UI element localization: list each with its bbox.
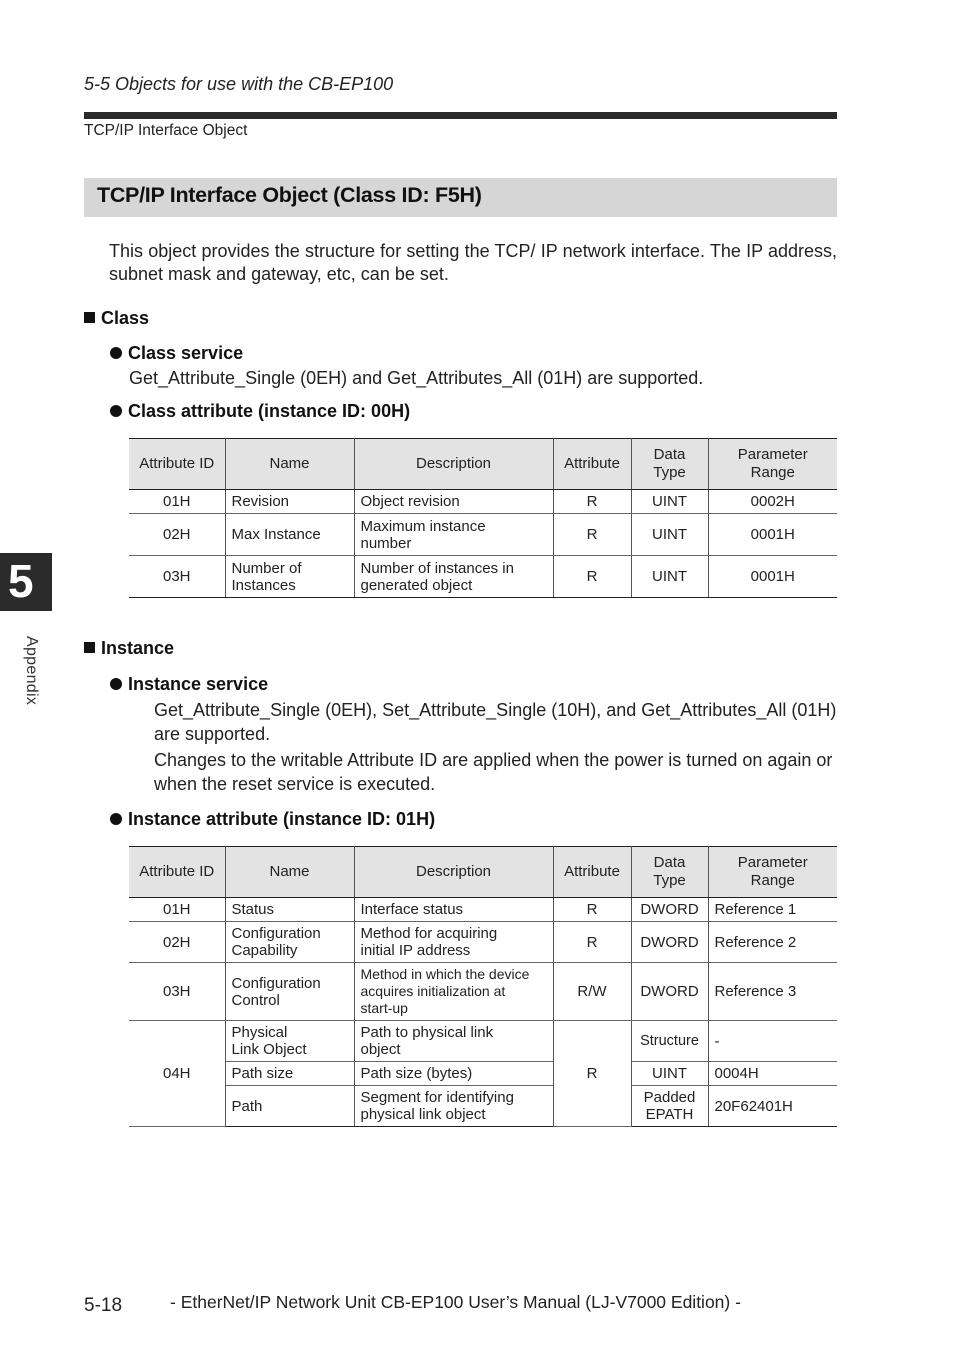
table-row: 04H Physical Link Object Path to physical link object R Structure - (129, 1021, 837, 1062)
class-attribute-heading: Class attribute (instance ID: 00H) (110, 401, 410, 422)
table-row: 03H Number of Instances Number of instances in generated object R UINT 0001H (129, 556, 837, 598)
col-header-name: Name (225, 439, 354, 490)
col-header-parameter-range: Parameter Range (708, 439, 837, 490)
class-attribute-table (129, 438, 837, 598)
col-header-attribute: Attribute (553, 439, 631, 490)
col-header-description: Description (354, 439, 553, 490)
col-header-data-type: Data Type (631, 847, 708, 898)
chapter-tab (0, 553, 52, 611)
col-header-name: Name (225, 847, 354, 898)
chapter-number: 5 (8, 555, 34, 607)
header-rule (84, 112, 837, 119)
footer-manual-title: - EtherNet/IP Network Unit CB-EP100 User’s Manual (LJ-V7000 Edition) - (170, 1292, 741, 1312)
col-header-attribute-id: Attribute ID (129, 439, 225, 490)
square-bullet-icon (84, 642, 95, 653)
running-header-subsection: TCP/IP Interface Object (84, 122, 248, 139)
table-row: 01H Status Interface status R DWORD Reference 1 (129, 898, 837, 922)
instance-service-heading: Instance service (110, 674, 268, 695)
col-header-description: Description (354, 847, 553, 898)
col-header-attribute-id: Attribute ID (129, 847, 225, 898)
col-header-parameter-range: Parameter Range (708, 847, 837, 898)
table-row: 02H Configuration Capability Method for acquiring initial IP address R DWORD Reference 2 (129, 922, 837, 963)
instance-heading: Instance (84, 638, 174, 659)
instance-service-text-1: Get_Attribute_Single (0EH), Set_Attribute_Single (10H), and Get_Attributes_All (01H) are supported. (154, 700, 837, 744)
class-service-heading: Class service (110, 343, 243, 364)
table-row: Path size Path size (bytes) UINT 0004H (129, 1062, 837, 1086)
table-row: 03H Configuration Control Method in which the device acquires initialization at start-up R/W DWORD Reference 3 (129, 963, 837, 1021)
page-number: 5-18 (84, 1295, 123, 1316)
round-bullet-icon (110, 813, 122, 825)
table-row: Path Segment for identifying physical link object Padded EPATH 20F62401H (129, 1086, 837, 1127)
instance-service-text-2: Changes to the writable Attribute ID are applied when the power is turned on again or when the reset service is executed. (154, 750, 833, 794)
round-bullet-icon (110, 678, 122, 690)
class-service-text: Get_Attribute_Single (0EH) and Get_Attributes_All (01H) are supported. (129, 368, 704, 388)
instance-attribute-heading: Instance attribute (instance ID: 01H) (110, 809, 435, 830)
table-row: 02H Max Instance Maximum instance number R UINT 0001H (129, 514, 837, 556)
round-bullet-icon (110, 405, 122, 417)
group-attribute-id: 04H (129, 1021, 225, 1127)
instance-attribute-table (129, 846, 837, 1127)
running-header-section: 5-5 Objects for use with the CB-EP100 (84, 74, 394, 94)
group-attribute-access: R (553, 1021, 631, 1127)
square-bullet-icon (84, 312, 95, 323)
col-header-attribute: Attribute (553, 847, 631, 898)
table-row: 01H Revision Object revision R UINT 0002H (129, 490, 837, 514)
intro-paragraph: This object provides the structure for setting the TCP/ IP network interface. The IP address, subnet mask and gateway, etc, can be set. (109, 241, 837, 284)
title-band (84, 178, 837, 217)
col-header-data-type: Data Type (631, 439, 708, 490)
class-heading: Class (84, 308, 149, 329)
chapter-side-label: Appendix (23, 636, 40, 706)
page-title: TCP/IP Interface Object (Class ID: F5H) (97, 183, 482, 207)
round-bullet-icon (110, 347, 122, 359)
